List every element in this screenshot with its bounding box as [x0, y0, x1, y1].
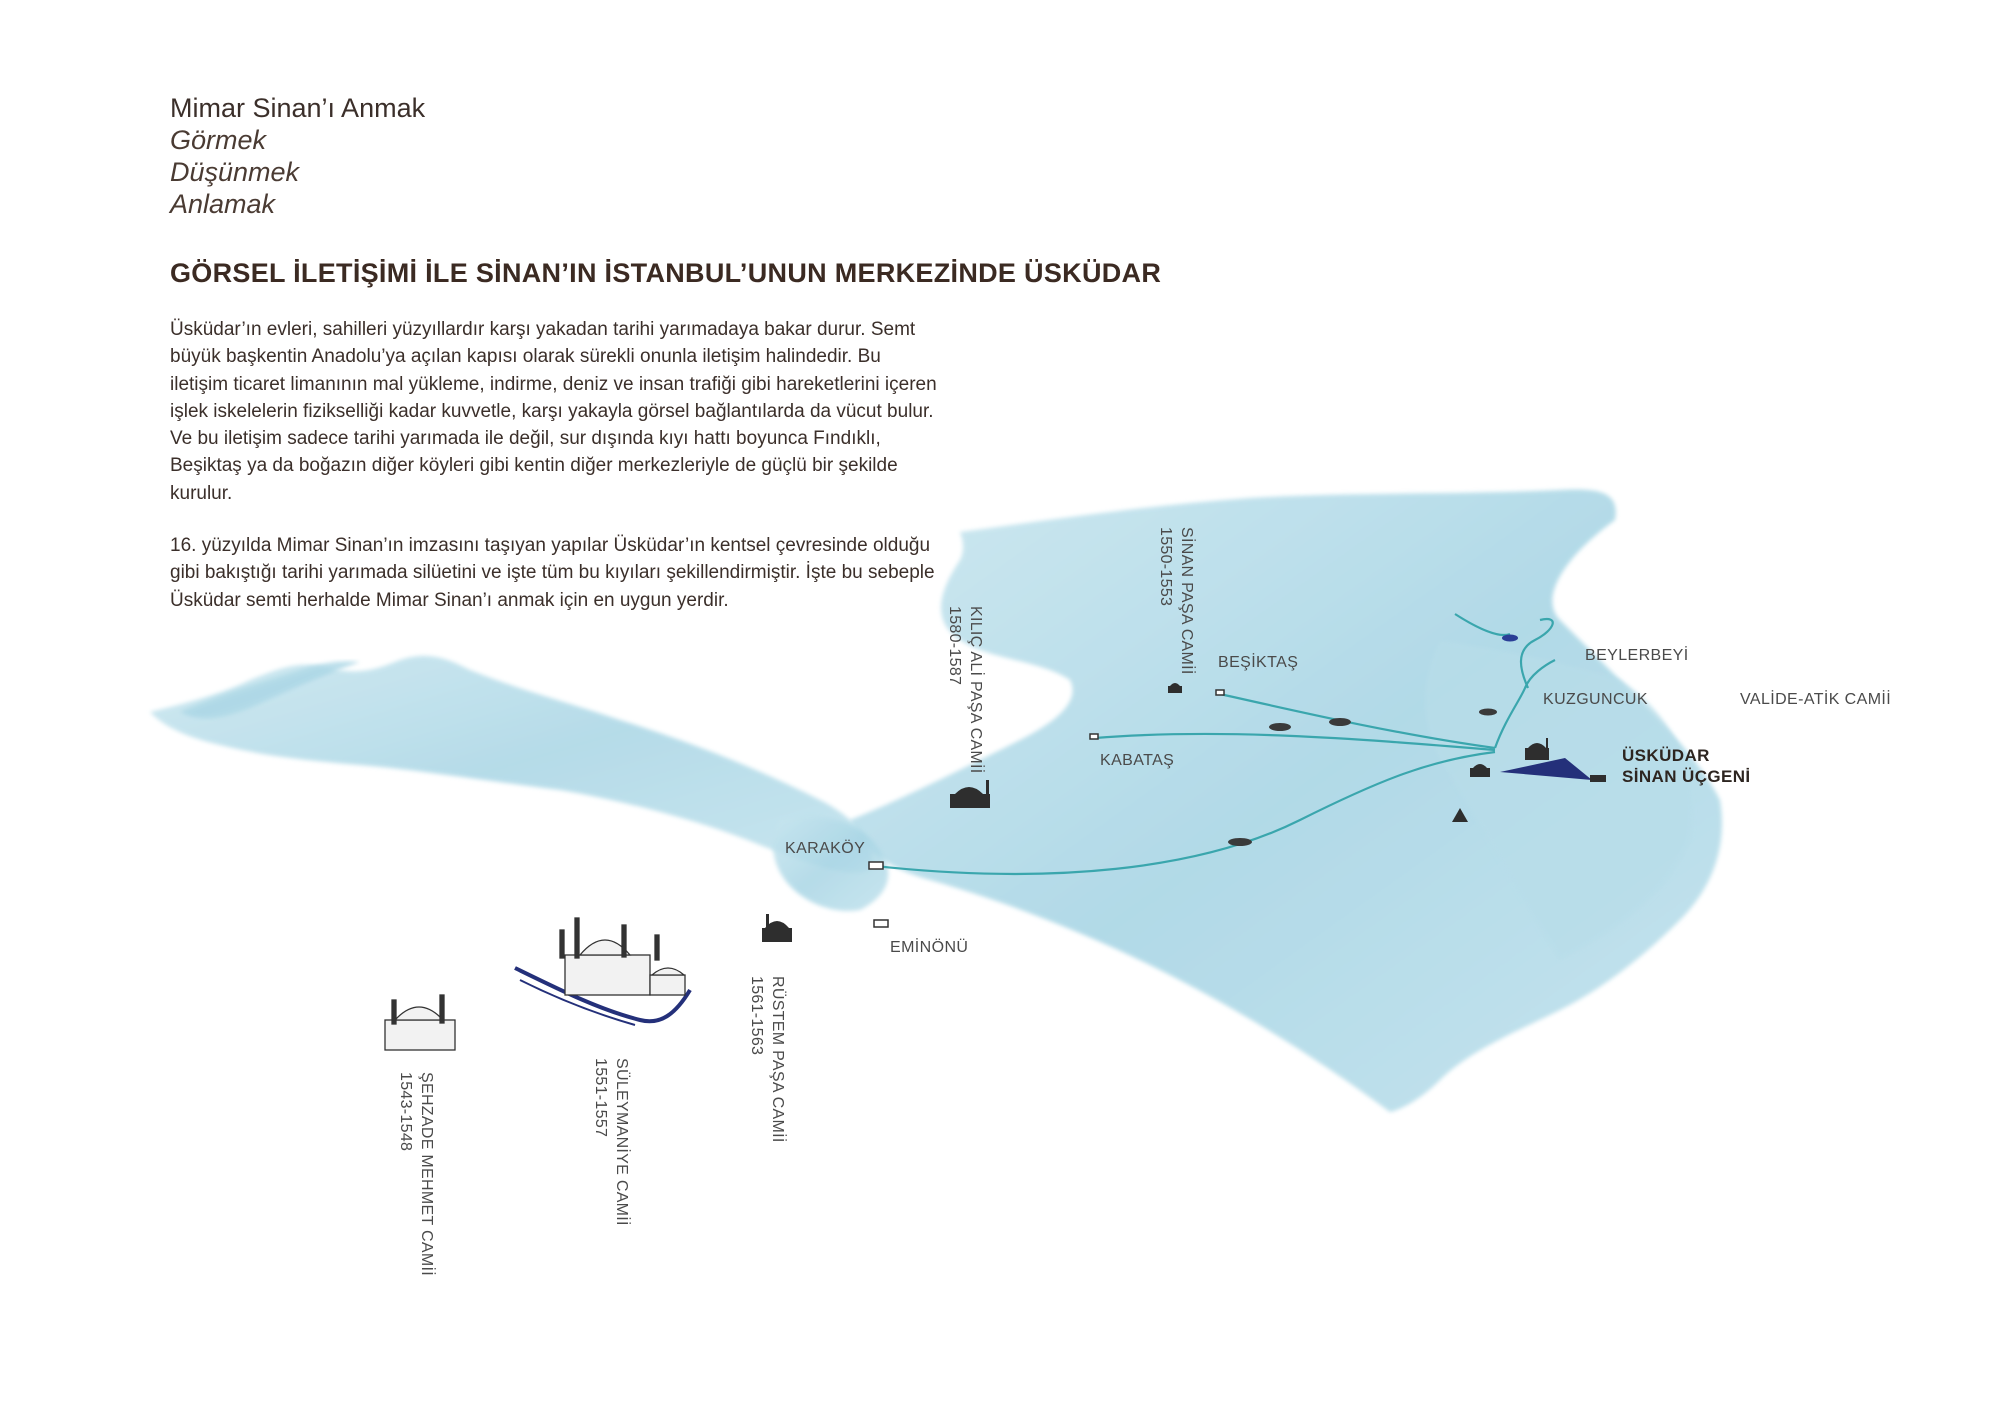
label-uskudar: ÜSKÜDAR — [1622, 746, 1710, 765]
section-heading: GÖRSEL İLETİŞİMİ İLE SİNAN’IN İSTANBUL’UNUN MERKEZİNDE ÜSKÜDAR — [170, 258, 1162, 288]
mosque-years: 1561-1563 — [748, 976, 765, 1056]
mosque-name: ŞEHZADE MEHMET CAMİİ — [418, 1072, 435, 1276]
mosque-name: RÜSTEM PAŞA CAMİİ — [769, 976, 786, 1143]
suleymaniye-mosque-icon — [560, 918, 685, 995]
pier-icon — [1216, 690, 1224, 695]
mosque-icon — [1470, 768, 1490, 777]
label-kilic-ali-pasa-camii — [944, 606, 986, 774]
boat-icon — [1479, 709, 1497, 716]
pier-icon — [869, 862, 883, 869]
mosque-years: 1580-1587 — [946, 606, 963, 686]
paragraph-2: 16. yüzyılda Mimar Sinan’ın imzasını taşıyan yapılar Üsküdar’ın kentsel çevresinde olduğu gibi bakıştığı tarihi yarımada silüetini ve işte tüm bu kıyıları şekillendirmiştir. İşte bu sebeple Üsküdar semti herhalde Mimar Sinan’ı anmak için en uygun yerdir. — [170, 535, 935, 611]
subtitle-dusunmek: Düşünmek — [170, 157, 300, 187]
suleymaniye-complex — [515, 918, 690, 1025]
boat-icon — [1329, 718, 1351, 726]
label-uskudar-sinan-triangle — [1622, 745, 1751, 787]
mosque-icon — [1525, 748, 1549, 760]
sehzade-mehmet-mosque-icon — [385, 995, 455, 1050]
label-rustem-pasa-camii — [746, 976, 788, 1143]
boat-icon — [1502, 635, 1518, 642]
label-beylerbeyi: BEYLERBEYİ — [1585, 647, 1689, 664]
label-besiktas: BEŞİKTAŞ — [1218, 654, 1299, 671]
pier-icon — [1090, 734, 1098, 739]
label-sinan-pasa-camii — [1155, 527, 1197, 675]
label-karakoy: KARAKÖY — [785, 840, 866, 857]
mosque-years: 1550-1553 — [1157, 527, 1174, 607]
mosque-icon — [1590, 775, 1606, 782]
boat-icon — [1269, 723, 1291, 731]
mosque-name: SÜLEYMANİYE CAMİİ — [613, 1058, 630, 1226]
label-sehzade-mehmet-camii — [395, 1072, 437, 1276]
mosque-years: 1543-1548 — [397, 1072, 414, 1152]
mosque-years: 1551-1557 — [592, 1058, 609, 1138]
label-kabatas: KABATAŞ — [1100, 752, 1175, 769]
label-kuzguncuk: KUZGUNCUK — [1543, 691, 1648, 708]
paragraph-1: Üsküdar’ın evleri, sahilleri yüzyıllardır karşı yakadan tarihi yarımadaya bakar durur. Semt büyük başkentin Anadolu’ya açılan kapısı olarak sürekli onunla iletişim halindedir. Bu iletişim ticaret limanının mal yükleme, indirme, deniz ve insan trafiği gibi hareketlerini içeren işlek iskelelerin fizikselliği kadar kuvvetle, karşı yakayla görsel bağlantılarda da vücut bulur. Ve bu iletişim sadece tarihi yarımada ile değil, sur dışında kıyı hattı boyunca Fındıklı, Beşiktaş ya da boğazın diğer köyleri gibi kentin diğer merkezleriyle de güçlü bir şekilde kurulur. — [170, 319, 937, 504]
mosque-name: KILIÇ ALİ PAŞA CAMİİ — [967, 606, 984, 774]
rustem-pasa-mosque-icon — [762, 914, 792, 942]
label-sinan-ucgeni: SİNAN ÜÇGENİ — [1622, 767, 1751, 786]
minaret-icon — [1546, 738, 1548, 750]
mosque-name: SİNAN PAŞA CAMİİ — [1178, 527, 1195, 675]
subtitle-anlamak: Anlamak — [170, 189, 276, 219]
label-eminonu: EMİNÖNÜ — [890, 939, 969, 956]
pier-icon — [874, 920, 888, 927]
label-suleymaniye-camii — [590, 1058, 632, 1226]
page-title: Mimar Sinan’ı Anmak — [170, 93, 426, 123]
label-valide-atik: VALİDE-ATİK CAMİİ — [1740, 691, 1892, 708]
subtitle-gormek: Görmek — [170, 125, 267, 155]
boat-icon — [1228, 838, 1252, 846]
